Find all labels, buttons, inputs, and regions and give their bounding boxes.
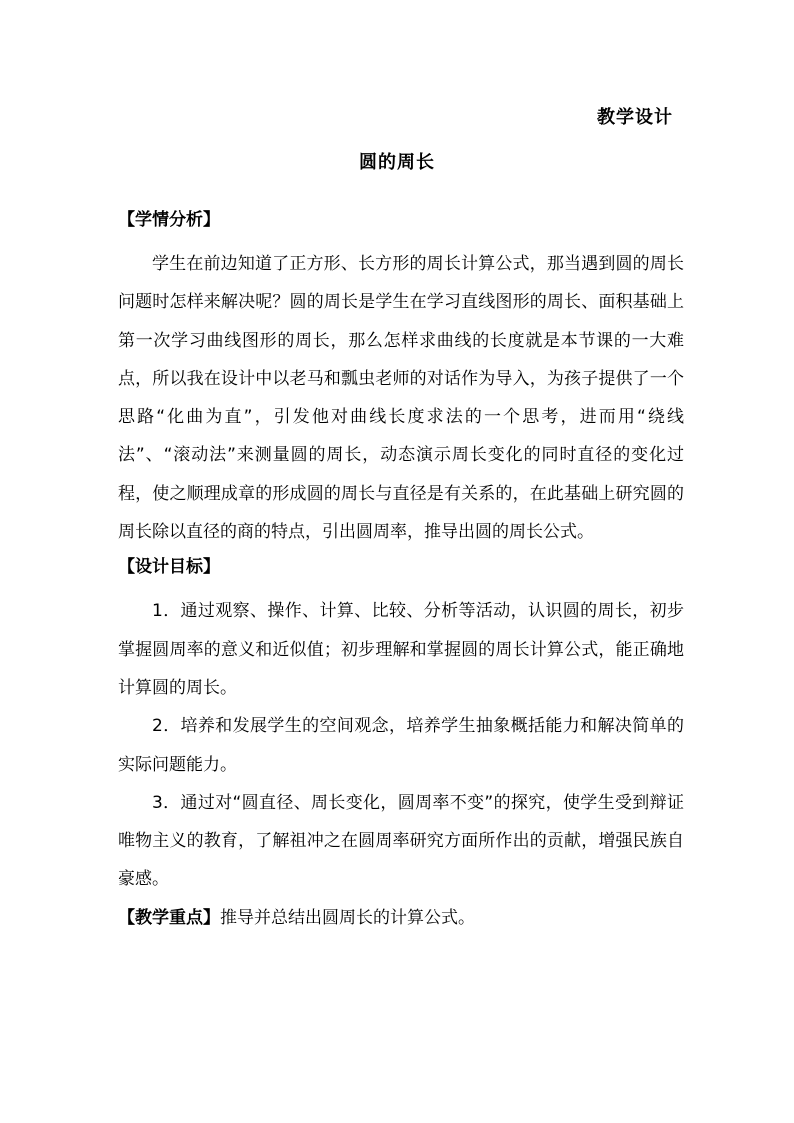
analysis-paragraph: 学生在前边知道了正方形、长方形的周长计算公式，那当遇到圆的周长问题时怎样来解决呢？圆的周长是学生在学习直线图形的周长、面积基础上第一次学习曲线图形的周长，那么怎样求曲线的长度就是本节课的一大难点，所以我在设计中以老马和瓢虫老师的对话作为导入，为孩子提供了一个思路“化曲为直”，引发他对曲线长度求法的一个思考，进而用“绕线法”、“滚动法”来测量圆的周长，动态演示周长变化的同时直径的变化过程，使之顺理成章的形成圆的周长与直径是有关系的，在此基础上研究圆的周长除以直径的商的特点，引出圆周率，推导出圆的周长公式。	[118, 254, 684, 543]
focus-line	[118, 899, 684, 937]
document-body	[118, 207, 684, 937]
analysis-heading: 【学情分析】	[118, 210, 220, 230]
focus-heading: 【教学重点】	[118, 907, 220, 928]
goals-heading: 【设计目标】	[118, 557, 220, 578]
goal-item-2: 2．培养和发展学生的空间观念，培养学生抽象概括能力和解决简单的实际问题能力。	[118, 716, 684, 775]
goal-item-3: 3．通过对“圆直径、周长变化，圆周率不变”的探究，使学生受到辩证唯物主义的教育，了解祖冲之在圆周率研究方面所作出的贡献，增强民族自豪感。	[118, 792, 684, 890]
focus-text: 推导并总结出圆周长的计算公式。	[220, 907, 475, 928]
page-title: 圆的周长	[359, 152, 435, 173]
document-type-label: 教学设计	[597, 107, 673, 128]
goal-item-1: 1．通过观察、操作、计算、比较、分析等活动，认识圆的周长，初步掌握圆周率的意义和近似值；初步理解和掌握圆的周长计算公式，能正确地计算圆的周长。	[118, 601, 684, 698]
